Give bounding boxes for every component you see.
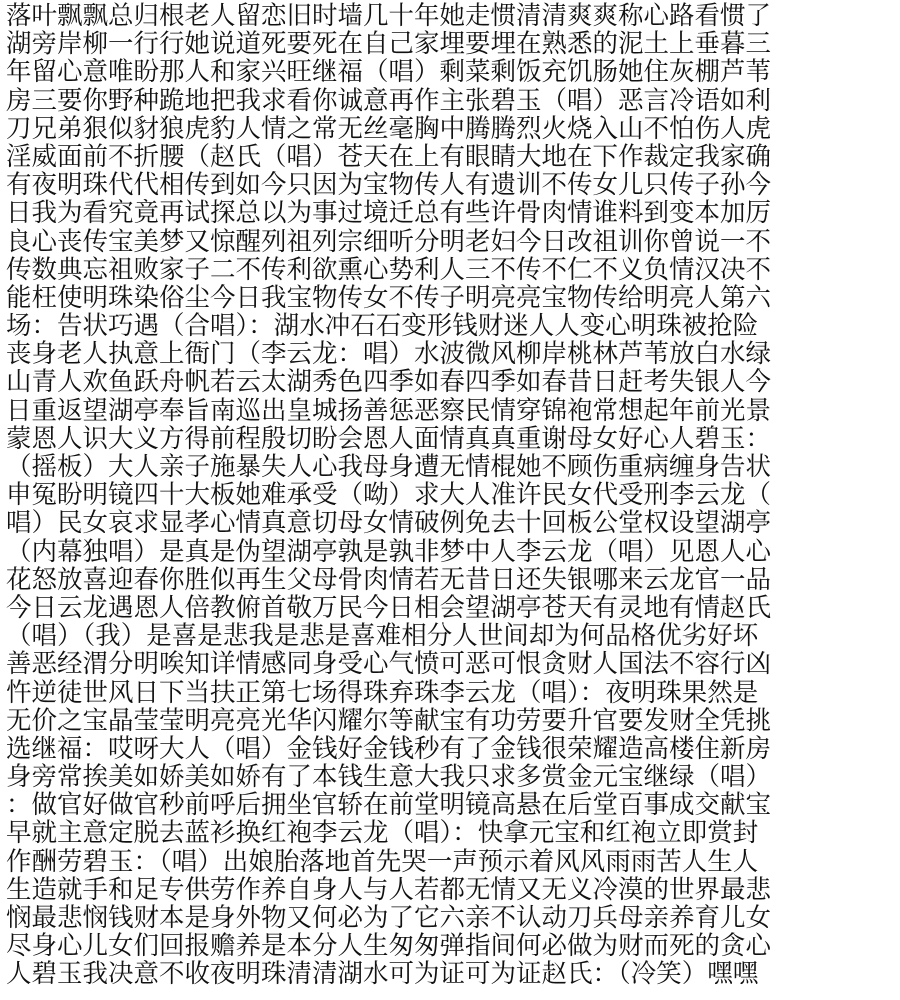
text-line: （唱）（我）是喜是悲我是悲是喜难相分人世间却为何品格优劣好坏 — [6, 622, 759, 651]
text-line: 日重返望湖亭奉旨南巡出皇城扬善惩恶察民情穿锦袍常想起年前光景 — [6, 396, 772, 425]
text-line: 落叶飘飘总归根老人留恋旧时墙几十年她走惯清清爽爽称心路看惯了 — [6, 2, 772, 31]
text-line: 申冤盼明镜四十大板她难承受（呦）求大人准许民女代受刑李云龙（ — [6, 481, 772, 510]
text-line: 年留心意唯盼那人和家兴旺继福（唱）剩菜剩饭充饥肠她住灰棚芦苇 — [6, 58, 772, 87]
text-line: 日我为看究竟再试探总以为事过境迁总有些许骨肉情谁料到变本加厉 — [6, 199, 772, 228]
text-line: 作酬劳碧玉：（唱）出娘胎落地首先哭一声预示着风风雨雨苦人生人 — [6, 847, 759, 876]
text-line: 场：告状巧遇（合唱）：湖水冲石石变形钱财迷人人变心明珠被抢险 — [6, 312, 759, 341]
text-line: 蒙恩人识大义方得前程殷切盼会恩人面情真真重谢母女好心人碧玉： — [6, 424, 772, 453]
text-line: 能枉使明珠染俗尘今日我宝物传女不传子明亮亮宝物传给明亮人第六 — [6, 283, 772, 313]
text-line: 淫威面前不折腰（赵氏（唱）苍天在上有眼睛大地在下作裁定我家确 — [6, 142, 772, 172]
text-line: 无价之宝晶莹莹明亮亮光华闪耀尔等献宝有功劳要升官要发财全凭挑 — [6, 706, 772, 735]
text-line: 刀兄弟狠似豺狼虎豹人情之常无丝毫胸中腾腾烈火烧入山不怕伤人虎 — [6, 114, 772, 143]
text-line: 生造就手和足专供劳作养自身人与人若都无情又无义冷漠的世界最悲 — [6, 875, 772, 904]
text-line: 房三要你野种跪地把我求看你诚意再作主张碧玉（唱）恶言冷语如利 — [6, 86, 772, 115]
text-line: 有夜明珠代代相传到如今只因为宝物传人有遗训不传女儿只传子孙今 — [6, 171, 772, 200]
text-line: 忤逆徒世风日下当扶正第七场得珠弃珠李云龙（唱）：夜明珠果然是 — [6, 678, 759, 707]
opera-script-text — [6, 2, 898, 989]
text-line: 悯最悲悯钱财本是身外物又何必为了它六亲不认动刀兵母亲养育儿女 — [6, 904, 772, 933]
text-line: 选继福：哎呀大人（唱）金钱好金钱秒有了金钱很荣耀造高楼住新房 — [6, 734, 772, 764]
text-line: 善恶经渭分明唉知详情感同身受心气愤可恶可恨贪财人国法不容行凶 — [6, 650, 772, 679]
text-line: （内幕独唱）是真是伪望湖亭孰是孰非梦中人李云龙（唱）见恩人心 — [6, 537, 772, 566]
text-line: 良心丧传宝美梦又惊醒列祖列宗细听分明老妇今日改祖训你曾说一不 — [6, 227, 772, 256]
text-line: 人碧玉我决意不收夜明珠清清湖水可为证可为证赵氏：（冷笑）嘿嘿 — [6, 960, 759, 989]
text-line: 湖旁岸柳一行行她说道死要死在自己家埋要埋在熟悉的泥土上垂暮三 — [6, 30, 772, 59]
text-line: 早就主意定脱去蓝衫换红袍李云龙（唱）：快拿元宝和红袍立即赏封 — [6, 819, 759, 848]
text-line: 传数典忘祖败家子二不传利欲熏心势利人三不传不仁不义负情汉决不 — [6, 255, 772, 284]
text-line: 丧身老人执意上衙门（李云龙：唱）水波微风柳岸桃林芦苇放白水绿 — [6, 340, 772, 369]
text-line: 今日云龙遇恩人倍教俯首敬万民今日相会望湖亭苍天有灵地有情赵氏 — [6, 593, 772, 623]
text-line: 花怒放喜迎春你胜似再生父母骨肉情若无昔日还失银哪来云龙官一品 — [6, 565, 772, 594]
text-line: （摇板）大人亲子施暴失人心我母身遭无情棍她不顾伤重病缠身告状 — [6, 453, 772, 482]
text-line: 身旁常挨美如娇美如娇有了本钱生意大我只求多赏金元宝继绿（唱） — [6, 763, 772, 792]
text-line: 山青人欢鱼跃舟帆若云太湖秀色四季如春四季如春昔日赶考失银人今 — [6, 368, 772, 397]
text-line: 唱）民女哀求显孝心情真意切母女情破例免去十回板公堂权设望湖亭 — [6, 509, 772, 538]
text-line: ：做官好做官秒前呼后拥坐官轿在前堂明镜高悬在后堂百事成交献宝 — [6, 791, 772, 820]
text-line: 尽身心儿女们回报赡养是本分人生匆匆弹指间何必做为财而死的贪心 — [6, 932, 772, 961]
